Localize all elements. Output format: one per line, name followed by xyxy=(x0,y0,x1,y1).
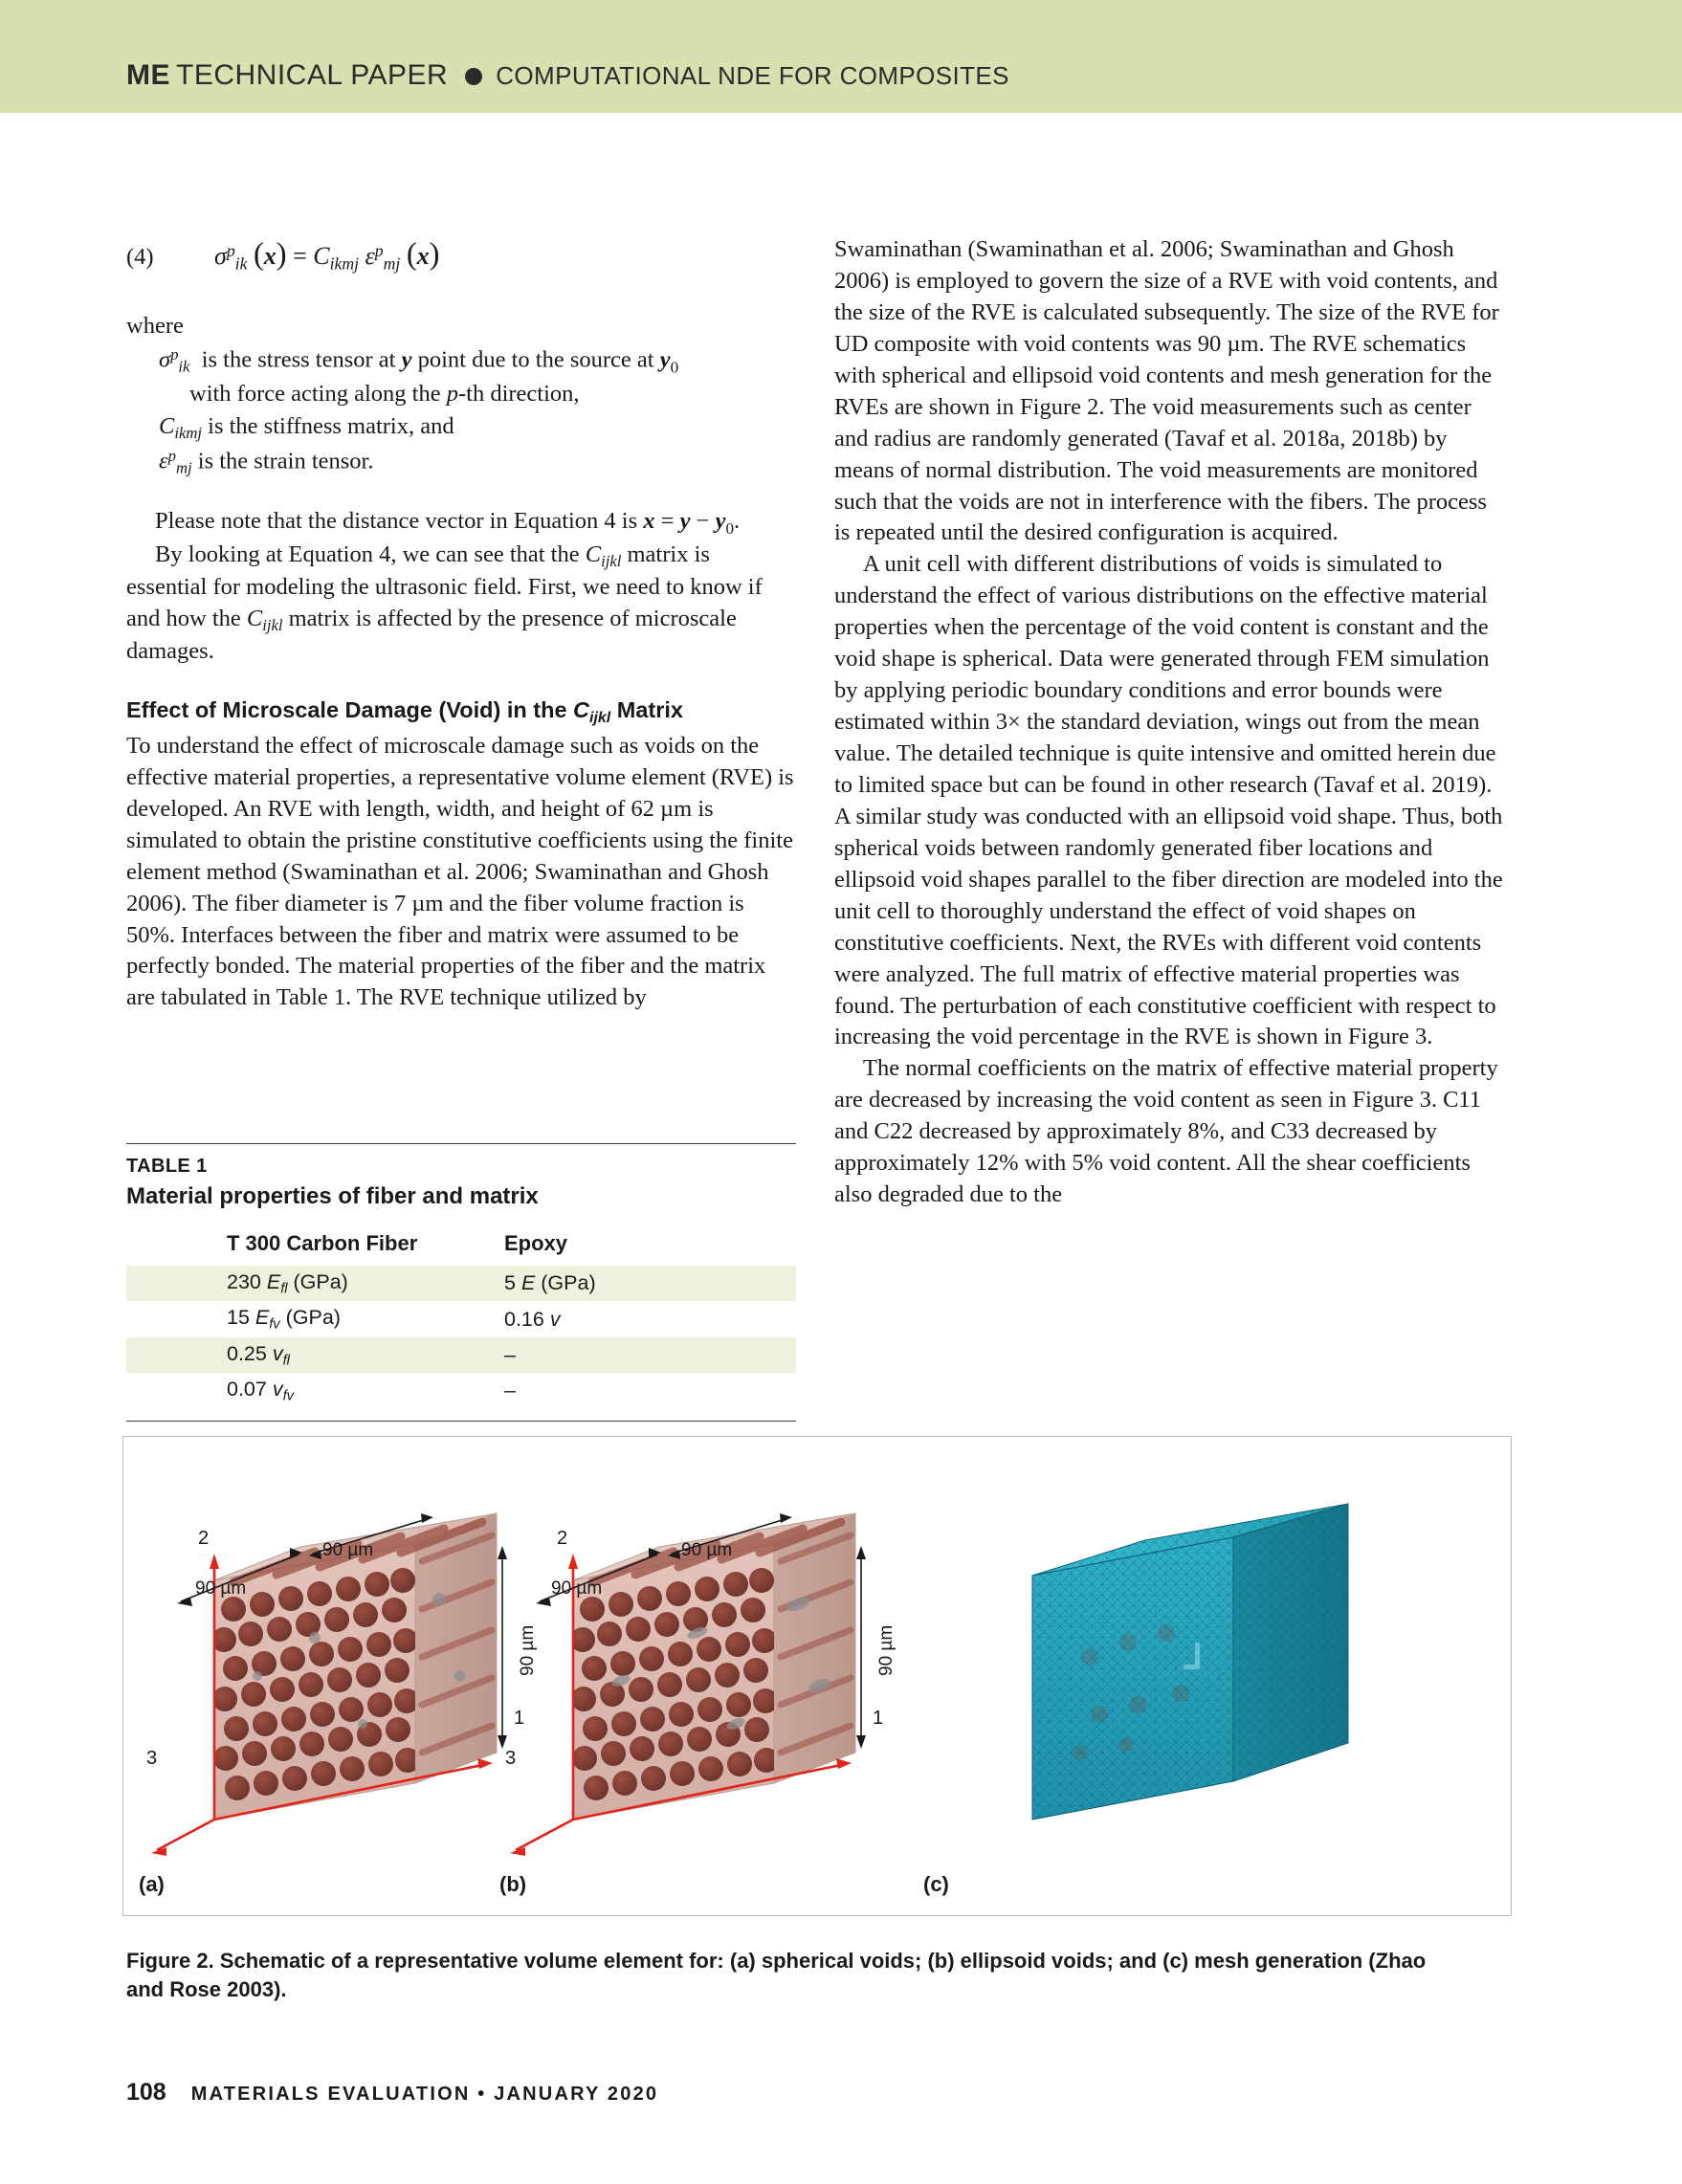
page-footer xyxy=(126,2079,658,2107)
dim-label-b-right: 90 µm xyxy=(876,1624,896,1676)
table-header-epoxy: Epoxy xyxy=(504,1231,568,1255)
where-label: where xyxy=(126,313,184,339)
table-header-fiber: T 300 Carbon Fiber xyxy=(227,1231,418,1255)
right-para-1: Swaminathan (Swaminathan et al. 2006; Swaminathan and Ghosh 2006) is employed to govern the size of a RVE with void contents, and the size of the RVE is calculated subsequently. The size of the RVE for UD composite with void contents was 90 µm. The RVE schematics with spherical and ellipsoid void contents and mesh generation for the RVEs are shown in Figure 2. The void measurements such as center and radius are randomly generated (Tavaf et al. 2018a, 2018b) by means of normal distribution. The void measurements are monitored such that the voids are not in interference with the fibers. The process is repeated until the desired configuration is acquired. xyxy=(834,236,1499,546)
cell-epoxy: – xyxy=(504,1379,516,1402)
panel-label-a: (a) xyxy=(139,1872,165,1896)
table-1 xyxy=(126,1143,796,1422)
material-properties-table xyxy=(126,1225,796,1409)
page-header-band xyxy=(0,0,1682,113)
footer-publication: MATERIALS EVALUATION • JANUARY 2020 xyxy=(190,2084,659,2105)
figure-2-caption: Figure 2. Schematic of a representative volume element for: (a) spherical voids; (b) ellipsoid voids; and (c) mesh generation (Zhao and Rose 2003). xyxy=(126,1949,1427,2001)
panel-b-graphic xyxy=(510,1513,866,1856)
table-row xyxy=(126,1266,796,1301)
where-item-sigma: $\sigma^p_{ik}$ is the stress tensor at y point due to the source at $y_0$ xyxy=(159,344,679,377)
axis-label-a-2: 2 xyxy=(198,1528,210,1549)
cell-fiber: 0.07 $v_{fv}$ xyxy=(227,1378,294,1404)
where-item-sigma-cont: with force acting along the p-th direction, xyxy=(189,381,580,408)
figure-2 xyxy=(122,1436,1512,1916)
cell-epoxy: 0.16 v xyxy=(504,1307,561,1331)
left-para-1: Please note that the distance vector in Equation 4 is $x = y - y_0$. xyxy=(155,507,741,538)
axis-label-b-3: 3 xyxy=(505,1748,517,1769)
bullet-icon xyxy=(465,68,482,85)
figure-2-graphic xyxy=(123,1437,1511,1915)
cell-fiber: 230 $E_{fl}$ (GPa) xyxy=(227,1266,504,1301)
left-para-2: By looking at Equation 4, we can see that the $C_{ijkl}$ matrix is essential for modeling the ultrasonic field. First, we need to know if and how the $C_{ijkl}$ matrix is affected by the presence of microscale damages. xyxy=(126,540,763,665)
cell-blank xyxy=(126,1337,227,1373)
left-para-3: To understand the effect of microscale damage such as voids on the effective material properties, a representative volume element (RVE) is developed. An RVE with length, width, and height of 62 µm is simulated to obtain the pristine constitutive coefficients using the finite element method (Swaminathan et al. 2006; Swaminathan and Ghosh 2006). The fiber diameter is 7 µm and the fiber volume fraction is 50%. Interfaces between the fiber and matrix were assumed to be perfectly bonded. The material properties of the fiber and the matrix are tabulated in Table 1. The RVE technique utilized by xyxy=(126,732,794,1011)
table-label: TABLE 1 xyxy=(126,1156,208,1177)
dim-label-b-left: 90 µm xyxy=(551,1578,603,1599)
dim-label-b-top: 90 µm xyxy=(681,1540,733,1560)
panel-label-b: (b) xyxy=(499,1872,527,1896)
dim-label-a-right: 90 µm xyxy=(518,1624,538,1676)
axis-label-b-1: 1 xyxy=(873,1708,884,1729)
table-rule-top xyxy=(126,1143,796,1144)
cell-blank xyxy=(126,1301,227,1336)
where-item-eps: $\varepsilon^p_{mj}$ is the strain tensor. xyxy=(159,446,374,477)
table-title: Material properties of fiber and matrix xyxy=(126,1183,539,1209)
cell-fiber: 15 $E_{fv}$ (GPa) xyxy=(227,1306,341,1333)
table-header-blank xyxy=(126,1225,227,1266)
right-para-3: The normal coefficients on the matrix of effective material property are decreased by increasing the void content as seen in Figure 3. C11 and C22 decreased by approximately 8%, and C33 decreased by approximately 12% with 5% void content. All the shear coefficients also degraded due to the xyxy=(834,1055,1498,1208)
where-item-c: $C_{ikmj}$ is the stiffness matrix, and xyxy=(159,413,454,443)
panel-a-graphic xyxy=(151,1513,507,1856)
left-column xyxy=(126,234,796,1014)
equation-body: $\sigma^p_{ik}$ $(x) = C_{ikmj}$ $\varepsilon^p_{mj}$ (x) xyxy=(214,237,440,274)
cell-epoxy: – xyxy=(504,1337,796,1373)
equation-4 xyxy=(126,234,796,290)
axis-label-b-2: 2 xyxy=(557,1528,568,1549)
header-brand: ME xyxy=(126,59,170,91)
equation-number: (4) xyxy=(126,244,154,270)
header-section: TECHNICAL PAPER xyxy=(176,59,449,91)
page-number: 108 xyxy=(126,2079,166,2106)
table-rule-bottom xyxy=(126,1421,796,1422)
cell-blank xyxy=(126,1266,227,1301)
where-list xyxy=(126,344,796,479)
section-heading: Effect of Microscale Damage (Void) in the $C_{ijkl}$ Matrix xyxy=(126,697,683,726)
header-topic: COMPUTATIONAL NDE FOR COMPOSITES xyxy=(496,60,1009,90)
table-row xyxy=(126,1337,796,1373)
axis-label-a-1: 1 xyxy=(514,1708,525,1729)
table-row xyxy=(126,1373,796,1408)
cell-blank xyxy=(126,1373,227,1408)
dim-label-a-left: 90 µm xyxy=(195,1578,247,1599)
dim-label-a-top: 90 µm xyxy=(322,1540,374,1560)
where-block xyxy=(126,311,796,479)
right-column xyxy=(834,234,1504,1211)
cell-epoxy: 5 E (GPa) xyxy=(504,1266,796,1301)
table-header-row xyxy=(126,1225,796,1266)
header-title-group xyxy=(126,59,1009,92)
right-para-2: A unit cell with different distributions of voids is simulated to understand the effect of various distributions on the effective material properties when the percentage of the void content is constant and the void shape is spherical. Data were generated through FEM simulation by applying periodic boundary conditions and error bounds were estimated within 3× the standard deviation, wings out from the mean value. The detailed technique is quite intensive and omitted herein due to limited space but can be found in other research (Tavaf et al. 2019). A similar study was conducted with an ellipsoid void shape. Thus, both spherical voids between randomly generated fiber locations and ellipsoid void shapes parallel to the fiber direction are modeled into the unit cell to thoroughly understand the effect of void shapes on constitutive coefficients. Next, the RVEs with different void contents were analyzed. The full matrix of effective material properties was found. The perturbation of each constitutive coefficient with respect to increasing the void percentage in the RVE is shown in Figure 3. xyxy=(834,551,1503,1050)
axis-label-a-3: 3 xyxy=(146,1748,158,1769)
table-row xyxy=(126,1301,796,1336)
panel-c-graphic xyxy=(1032,1504,1348,1820)
cell-fiber: 0.25 $v_{fl}$ xyxy=(227,1337,504,1373)
panel-label-c: (c) xyxy=(923,1872,949,1896)
